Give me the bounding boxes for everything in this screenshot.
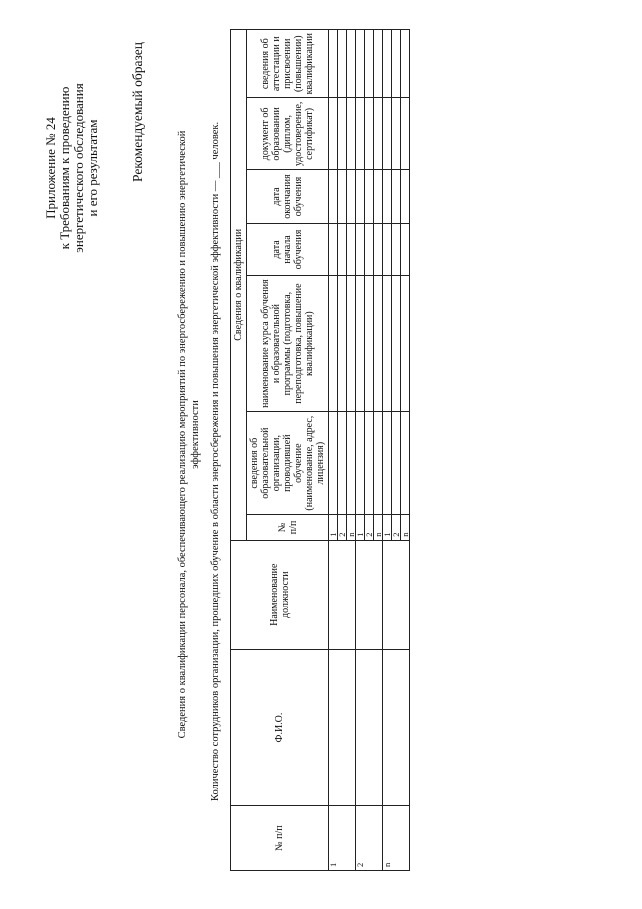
header-qualification-group: Сведения о квалификации — [231, 30, 247, 541]
cell-empty — [374, 98, 383, 170]
cell-empty — [356, 170, 365, 223]
header-document: документ об образовании (диплом, удостоверение, сертификат) — [247, 98, 329, 170]
cell-position — [383, 540, 410, 649]
cell-sub-num: 2 — [365, 515, 374, 541]
cell-empty — [356, 412, 365, 515]
cell-empty — [338, 30, 347, 98]
cell-empty — [338, 276, 347, 412]
cell-empty — [401, 170, 410, 223]
cell-empty — [365, 170, 374, 223]
header-fio: Ф.И.О. — [231, 649, 329, 806]
cell-empty — [329, 98, 338, 170]
cell-empty — [347, 170, 356, 223]
header-course: наименование курса обучения и образовательной программы (подготовка, переподготовка, повышение квалификации) — [247, 276, 329, 412]
appendix-ref: к Требованиям к проведению — [57, 86, 72, 250]
cell-empty — [347, 98, 356, 170]
header-end-date: дата окончания обучения — [247, 170, 329, 223]
appendix-header — [44, 38, 100, 298]
cell-num: n — [383, 806, 410, 871]
cell-empty — [347, 223, 356, 275]
cell-empty — [347, 30, 356, 98]
cell-fio — [329, 649, 356, 806]
cell-empty — [383, 223, 392, 275]
header-attestation: сведения об аттестации и присвоении (повышении) квалификации — [247, 30, 329, 98]
table-body — [329, 30, 410, 871]
cell-empty — [347, 412, 356, 515]
cell-sub-num: 1 — [356, 515, 365, 541]
cell-sub-num: n — [347, 515, 356, 541]
cell-empty — [356, 98, 365, 170]
header-sub-num: № п/п — [247, 515, 329, 541]
cell-empty — [338, 223, 347, 275]
cell-empty — [338, 412, 347, 515]
document-title: Сведения о квалификации персонала, обеспечивающего реализацию мероприятий по энергосбережению и повышению энергетической эффективности — [177, 130, 201, 739]
cell-empty — [338, 98, 347, 170]
cell-empty — [338, 170, 347, 223]
cell-empty — [365, 30, 374, 98]
cell-empty — [365, 98, 374, 170]
cell-empty — [374, 170, 383, 223]
appendix-ref-3: и его результатам — [85, 119, 100, 217]
employee-count-line: Количество сотрудников организации, прошедших обучение в области энергосбережения и повышения энергетической эффективности — ___ человек. — [210, 121, 221, 801]
cell-fio — [356, 649, 383, 806]
cell-empty — [383, 412, 392, 515]
cell-empty — [392, 276, 401, 412]
header-num: № п/п — [231, 806, 329, 871]
cell-empty — [329, 223, 338, 275]
recommended-sample-label: Рекомендуемый образец — [130, 42, 145, 183]
cell-position — [329, 540, 356, 649]
cell-empty — [401, 412, 410, 515]
cell-empty — [329, 276, 338, 412]
cell-empty — [365, 223, 374, 275]
cell-empty — [356, 276, 365, 412]
header-position: Наименование должности — [231, 540, 329, 649]
cell-empty — [392, 412, 401, 515]
cell-empty — [329, 412, 338, 515]
cell-sub-num: 2 — [338, 515, 347, 541]
cell-empty — [329, 170, 338, 223]
cell-num: 2 — [356, 806, 383, 871]
cell-empty — [383, 170, 392, 223]
table-row — [356, 30, 365, 871]
cell-empty — [401, 30, 410, 98]
cell-sub-num: 1 — [383, 515, 392, 541]
cell-empty — [374, 412, 383, 515]
qualification-table — [230, 29, 410, 871]
cell-empty — [383, 30, 392, 98]
cell-empty — [374, 276, 383, 412]
cell-empty — [374, 223, 383, 275]
appendix-number: Приложение № 24 — [43, 117, 58, 219]
cell-sub-num: 1 — [329, 515, 338, 541]
cell-empty — [329, 30, 338, 98]
cell-empty — [392, 98, 401, 170]
cell-empty — [356, 30, 365, 98]
cell-position — [356, 540, 383, 649]
cell-empty — [401, 276, 410, 412]
table-row — [383, 30, 392, 871]
cell-empty — [383, 276, 392, 412]
cell-num: 1 — [329, 806, 356, 871]
cell-empty — [356, 223, 365, 275]
cell-empty — [347, 276, 356, 412]
cell-empty — [365, 276, 374, 412]
table-row — [329, 30, 338, 871]
header-org: сведения об образовательной организации, проводившей обучение (наименование, адрес, лицензия) — [247, 412, 329, 515]
cell-sub-num: n — [374, 515, 383, 541]
cell-empty — [392, 30, 401, 98]
cell-empty — [374, 30, 383, 98]
cell-empty — [383, 98, 392, 170]
header-start-date: дата начала обучения — [247, 223, 329, 275]
cell-empty — [401, 98, 410, 170]
cell-empty — [392, 223, 401, 275]
appendix-ref-2: энергетического обследования — [71, 83, 86, 253]
cell-sub-num: n — [401, 515, 410, 541]
cell-sub-num: 2 — [392, 515, 401, 541]
cell-fio — [383, 649, 410, 806]
cell-empty — [401, 223, 410, 275]
cell-empty — [365, 412, 374, 515]
cell-empty — [392, 170, 401, 223]
